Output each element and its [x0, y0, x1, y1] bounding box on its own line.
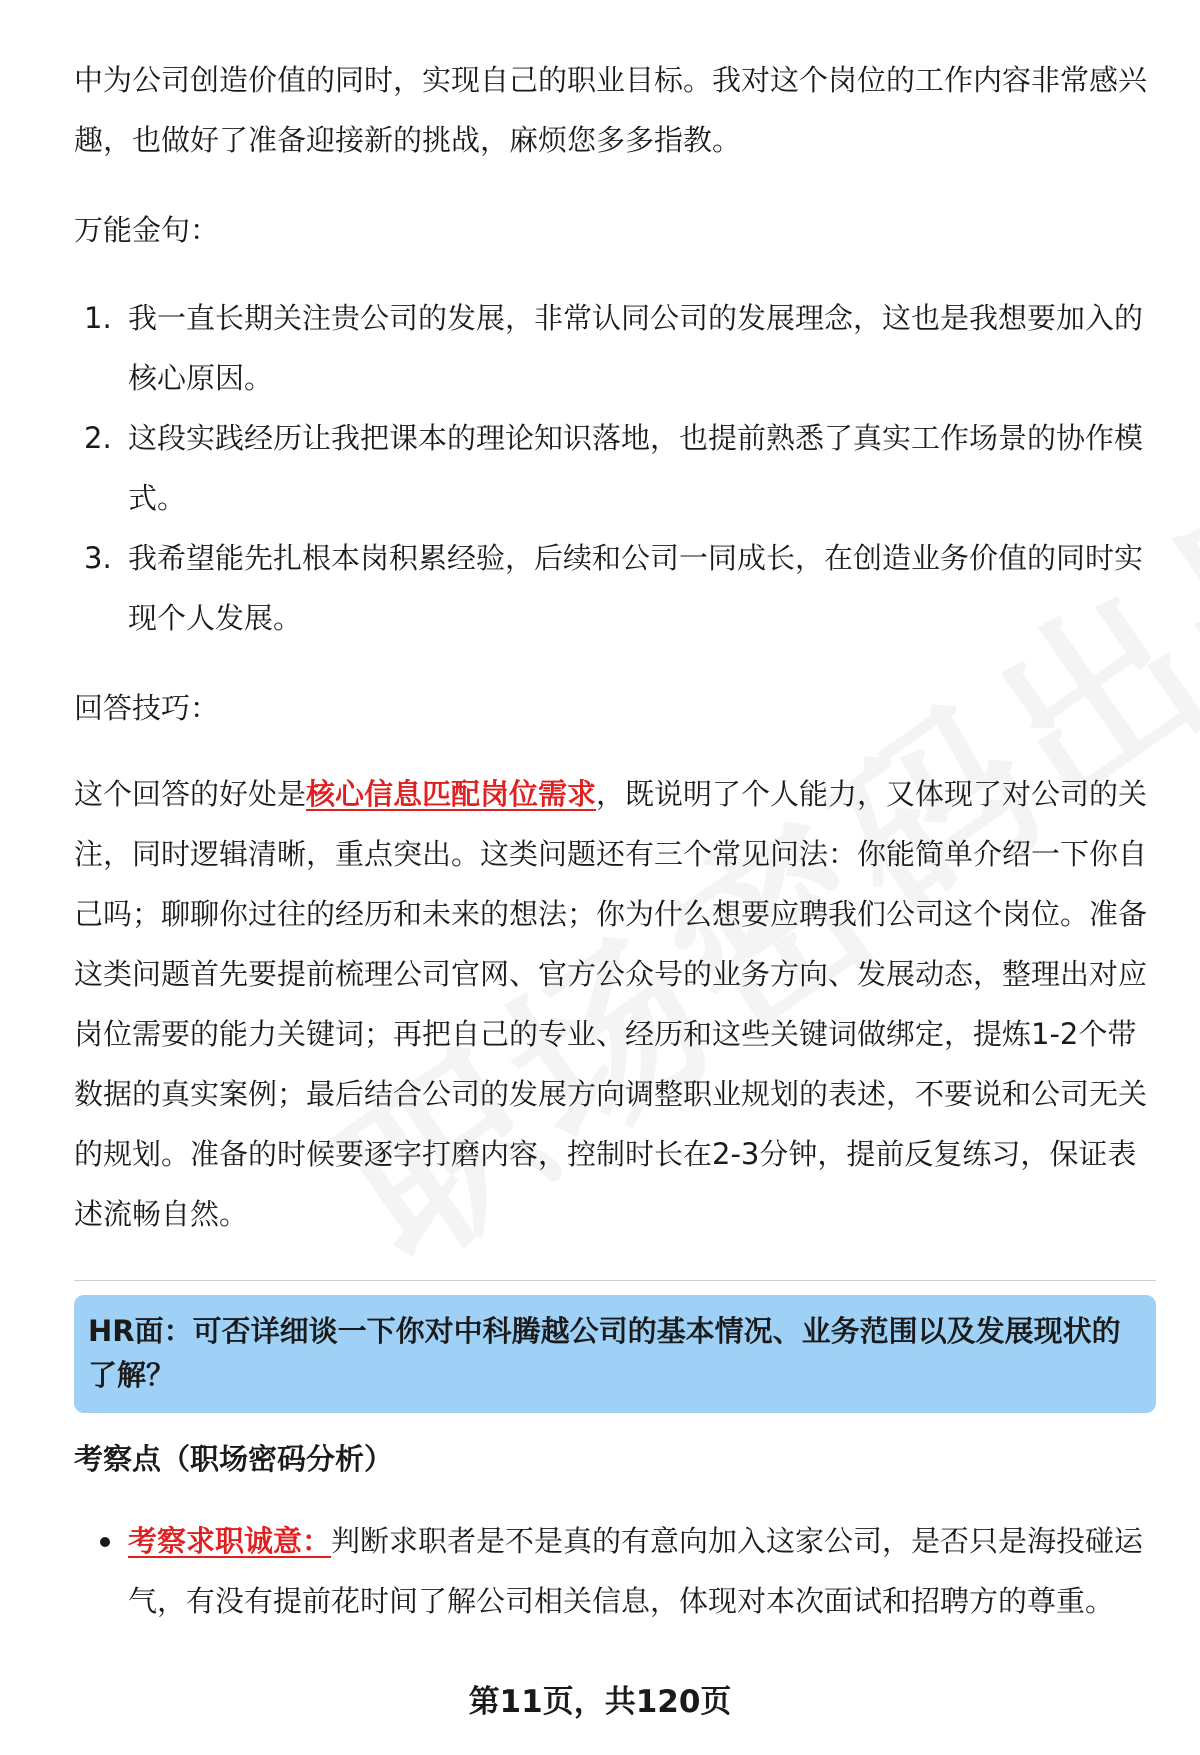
list-number: 2.	[84, 421, 112, 455]
list-item-text: 我希望能先扎根本岗积累经验，后续和公司一同成长，在创造业务价值的同时实现个人发展。	[128, 541, 1144, 635]
list-item	[74, 408, 1156, 528]
list-number: 1.	[84, 301, 112, 335]
document-page	[74, 50, 1156, 1631]
assessment-points	[74, 1511, 1156, 1631]
list-item	[74, 1511, 1156, 1631]
list-item	[74, 528, 1156, 648]
answer-tips-highlight: 核心信息匹配岗位需求	[306, 777, 597, 811]
golden-phrases-label: 万能金句：	[74, 213, 220, 247]
list-item-text: 这段实践经历让我把课本的理论知识落地，也提前熟悉了真实工作场景的协作模式。	[128, 421, 1144, 515]
assessment-heading: 考察点（职场密码分析）	[74, 1442, 394, 1476]
list-item-text: 我一直长期关注贵公司的发展，非常认同公司的发展理念，这也是我想要加入的核心原因。	[128, 301, 1144, 395]
golden-phrases-list	[74, 288, 1156, 648]
bullet-icon	[100, 1537, 110, 1547]
point-text: 判断求职者是不是真的有意向加入这家公司，是否只是海投碰运气，有没有提前花时间了解公司相关信息，体现对本次面试和招聘方的尊重。	[128, 1524, 1144, 1618]
answer-tips-paragraph	[74, 764, 1156, 1244]
list-number: 3.	[84, 541, 112, 575]
point-highlight: 考察求职诚意：	[128, 1524, 332, 1558]
answer-tips-label: 回答技巧：	[74, 691, 220, 725]
section-divider	[74, 1280, 1156, 1281]
hr-question-box: HR面：可否详细谈一下你对中科腾越公司的基本情况、业务范围以及发展现状的了解？	[74, 1295, 1156, 1413]
list-item	[74, 288, 1156, 408]
intro-paragraph: 中为公司创造价值的同时，实现自己的职业目标。我对这个岗位的工作内容非常感兴趣，也做好了准备迎接新的挑战，麻烦您多多指教。	[74, 63, 1148, 157]
answer-tips-body: ，既说明了个人能力，又体现了对公司的关注，同时逻辑清晰，重点突出。这类问题还有三个常见问法：你能简单介绍一下你自己吗；聊聊你过往的经历和未来的想法；你为什么想要应聘我们公司这个岗位。准备这类问题首先要提前梳理公司官网、官方公众号的业务方向、发展动态，整理出对应岗位需要的能力关键词；再把自己的专业、经历和这些关键词做绑定，提炼1-2个带数据的真实案例；最后结合公司的发展方向调整职业规划的表述，不要说和公司无关的规划。准备的时候要逐字打磨内容，控制时长在2-3分钟，提前反复练习，保证表述流畅自然。	[74, 777, 1148, 1231]
page-footer: 第11页，共120页	[468, 1684, 732, 1720]
answer-tips-prefix: 这个回答的好处是	[74, 777, 307, 811]
